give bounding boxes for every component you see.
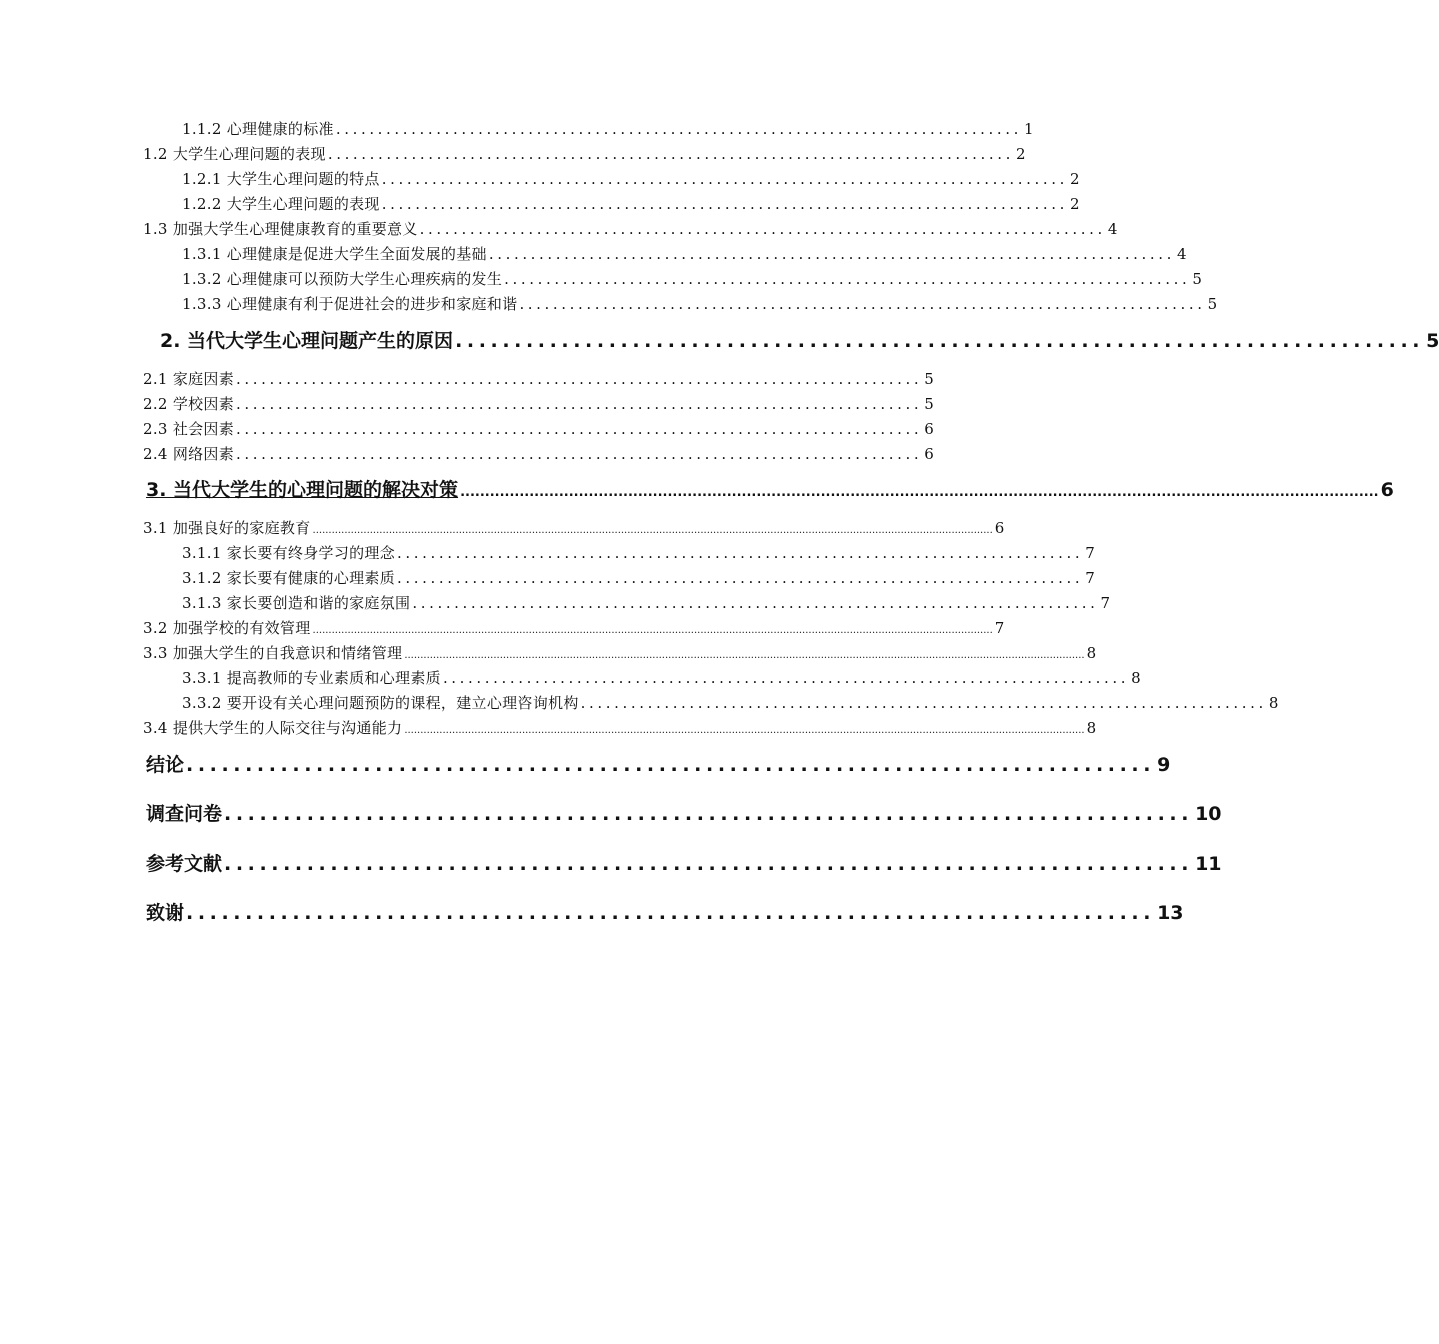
- toc-leader-dots: ..................................................................................: [335, 120, 1023, 138]
- toc-leader-dots: ..................................................................................: [327, 145, 1015, 163]
- toc-page-number: 8: [1086, 719, 1097, 737]
- toc-page-number: 10: [1195, 803, 1222, 825]
- toc-chapter-entry[interactable]: [146, 850, 1222, 878]
- toc-entry-title: 结论: [146, 754, 185, 776]
- toc-leader-dots: ..................................................................................: [236, 370, 923, 388]
- toc-leader-dots: ..................................................................................: [397, 569, 1084, 587]
- toc-entry-title: 3.2 加强学校的有效管理: [143, 619, 311, 637]
- toc-entry-title: 2. 当代大学生心理问题产生的原因: [160, 330, 454, 352]
- toc-page-number: 8: [1268, 694, 1279, 712]
- toc-leader-dots: ......................................................................................................................................................................................................................: [404, 650, 1085, 661]
- toc-leader-dots: ..........................................................................................................................................................................................: [460, 485, 1379, 500]
- toc-leader-dots: ..................................................................................: [186, 902, 1156, 924]
- toc-page-number: 5: [1192, 270, 1203, 288]
- toc-entry-title: 3.3.1 提高教师的专业素质和心理素质: [182, 669, 441, 687]
- toc-entry-title: 致谢: [146, 902, 185, 924]
- toc-entry[interactable]: [143, 717, 1097, 739]
- toc-entry[interactable]: [143, 418, 935, 440]
- toc-page-number: 6: [924, 420, 935, 438]
- toc-entry-title: 1.2 大学生心理问题的表现: [143, 145, 326, 163]
- toc-page-number: 6: [994, 519, 1005, 537]
- toc-entry-title: 3.4 提供大学生的人际交往与沟通能力: [143, 719, 403, 737]
- toc-page-number: 5: [924, 370, 935, 388]
- toc-entry[interactable]: [182, 567, 1096, 589]
- toc-entry-title: 2.2 学校因素: [143, 395, 235, 413]
- toc-entry-title: 1.1.2 心理健康的标准: [182, 120, 334, 138]
- toc-leader-dots: ..................................................................................: [186, 754, 1156, 776]
- toc-leader-dots: ..................................................................................: [381, 195, 1068, 213]
- toc-page-number: 9: [1157, 754, 1171, 776]
- toc-entry-title: 3.1.1 家长要有终身学习的理念: [182, 544, 396, 562]
- toc-leader-dots: ..................................................................................: [442, 669, 1130, 687]
- toc-page-number: 6: [924, 445, 935, 463]
- toc-entry-title: 1.3 加强大学生心理健康教育的重要意义: [143, 220, 418, 238]
- toc-entry-title: 3.3.2 要开设有关心理问题预防的课程，建立心理咨询机构: [182, 694, 579, 712]
- toc-leader-dots: ..................................................................................: [412, 594, 1099, 612]
- toc-entry[interactable]: [182, 118, 1034, 140]
- toc-page-number: 7: [994, 619, 1005, 637]
- toc-chapter-entry[interactable]: [146, 899, 1184, 927]
- toc-entry[interactable]: [182, 168, 1080, 190]
- toc-page-number: 8: [1131, 669, 1141, 687]
- toc-entry-title: 参考文献: [146, 853, 223, 875]
- toc-leader-dots: ..................................................................................: [236, 420, 923, 438]
- toc-entry-title: 调查问卷: [146, 803, 223, 825]
- toc-entry-title: 2.3 社会因素: [143, 420, 235, 438]
- toc-entry-title: 3.1.3 家长要创造和谐的家庭氛围: [182, 594, 411, 612]
- toc-page-number: 6: [1380, 479, 1394, 501]
- toc-page-number: 13: [1157, 902, 1184, 924]
- toc-entry-title: 3.1 加强良好的家庭教育: [143, 519, 311, 537]
- toc-entry[interactable]: [143, 218, 1118, 240]
- toc-entry[interactable]: [143, 517, 1005, 539]
- toc-leader-dots: ..................................................................................: [580, 694, 1267, 712]
- toc-page-number: 4: [1177, 245, 1187, 263]
- toc-leader-dots: ......................................................................................................................................................................................................................: [312, 525, 993, 536]
- toc-entry-title: 1.3.3 心理健康有利于促进社会的进步和家庭和谐: [182, 295, 518, 313]
- toc-entry-title: 3.3 加强大学生的自我意识和情绪管理: [143, 644, 403, 662]
- toc-leader-dots: ..................................................................................: [455, 330, 1425, 352]
- toc-leader-dots: ..................................................................................: [224, 853, 1194, 875]
- toc-entry-title: 1.2.1 大学生心理问题的特点: [182, 170, 380, 188]
- toc-entry[interactable]: [182, 243, 1187, 265]
- toc-leader-dots: ......................................................................................................................................................................................................................: [404, 725, 1085, 736]
- toc-leader-dots: ..................................................................................: [224, 803, 1194, 825]
- toc-page-number: 11: [1195, 853, 1222, 875]
- toc-entry-title: 1.3.2 心理健康可以预防大学生心理疾病的发生: [182, 270, 503, 288]
- toc-entry[interactable]: [143, 368, 935, 390]
- toc-entry[interactable]: [143, 617, 1005, 639]
- toc-entry-title: 1.2.2 大学生心理问题的表现: [182, 195, 380, 213]
- toc-page-number: 7: [1085, 544, 1096, 562]
- toc-chapter-entry[interactable]: [146, 476, 1394, 504]
- toc-page-number: 7: [1085, 569, 1096, 587]
- toc-chapter-entry[interactable]: [146, 751, 1171, 779]
- toc-page-number: 7: [1100, 594, 1111, 612]
- toc-entry[interactable]: [143, 143, 1026, 165]
- toc-page-number: 2: [1069, 170, 1080, 188]
- toc-entry-title: 2.4 网络因素: [143, 445, 235, 463]
- toc-page-number: 2: [1016, 145, 1026, 163]
- toc-leader-dots: ..................................................................................: [419, 220, 1106, 238]
- toc-page-number: 8: [1086, 644, 1097, 662]
- toc-page-number: 5: [1426, 330, 1439, 352]
- toc-leader-dots: ..................................................................................: [236, 445, 923, 463]
- toc-chapter-entry[interactable]: [146, 800, 1222, 828]
- toc-entry[interactable]: [182, 268, 1203, 290]
- toc-chapter-entry[interactable]: [160, 327, 1439, 355]
- toc-entry[interactable]: [182, 692, 1279, 714]
- toc-leader-dots: ..................................................................................: [504, 270, 1191, 288]
- toc-leader-dots: ..................................................................................: [397, 544, 1084, 562]
- toc-page-number: 2: [1069, 195, 1080, 213]
- toc-entry-title: 3. 当代大学生的心理问题的解决对策: [146, 479, 459, 501]
- toc-leader-dots: ......................................................................................................................................................................................................................: [312, 625, 993, 636]
- toc-entry[interactable]: [143, 443, 935, 465]
- toc-entry[interactable]: [182, 592, 1111, 614]
- toc-entry[interactable]: [143, 642, 1097, 664]
- toc-leader-dots: ..................................................................................: [381, 170, 1068, 188]
- toc-leader-dots: ..................................................................................: [488, 245, 1176, 263]
- toc-entry[interactable]: [182, 193, 1080, 215]
- toc-page-number: 4: [1107, 220, 1118, 238]
- toc-page-number: 5: [1207, 295, 1218, 313]
- toc-page-number: 5: [924, 395, 935, 413]
- toc-entry-title: 2.1 家庭因素: [143, 370, 235, 388]
- toc-entry[interactable]: [182, 293, 1218, 315]
- toc-entry-title: 3.1.2 家长要有健康的心理素质: [182, 569, 396, 587]
- toc-page-number: 1: [1024, 120, 1034, 138]
- toc-entry[interactable]: [182, 542, 1096, 564]
- toc-leader-dots: ..................................................................................: [519, 295, 1206, 313]
- toc-entry[interactable]: [143, 393, 935, 415]
- toc-entry[interactable]: [182, 667, 1141, 689]
- toc-leader-dots: ..................................................................................: [236, 395, 923, 413]
- toc-entry-title: 1.3.1 心理健康是促进大学生全面发展的基础: [182, 245, 487, 263]
